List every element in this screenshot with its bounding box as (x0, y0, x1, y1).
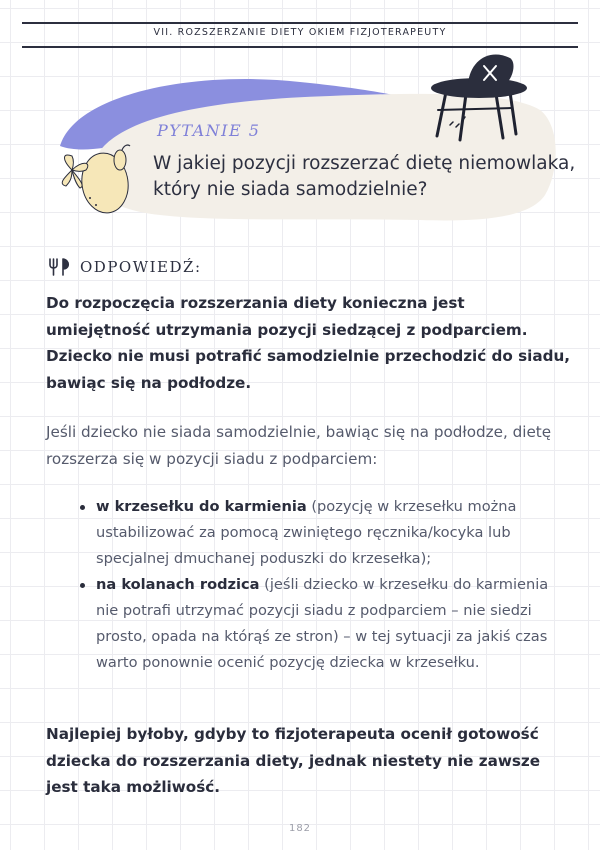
fork-icon (48, 257, 74, 277)
answer-paragraph: Jeśli dziecko nie siada samodzielnie, bawiąc się na podłodze, dietę rozszerza się w pozycji siadu z podparciem: (46, 423, 552, 468)
chapter-title: VII. ROZSZERZANIE DIETY OKIEM FIZJOTERAPEUTY (153, 27, 447, 38)
answer-intro (46, 290, 571, 396)
header-rule-top (22, 22, 578, 24)
bullet-text: (jeśli dziecko w krzesełku do karmienia nie potrafi utrzymać pozycji siadu z podparciem – nie siedzi prosto, opada na którąś ze stron) – w tej sytuacji za jakiś czas warto ponownie ocenić pozycję dziecka w krzesełku. (96, 576, 549, 671)
answer-label: ODPOWIEDŹ: (80, 258, 202, 276)
bullet-text: (pozycję w krzesełku można ustabilizować za pomocą zwiniętego ręcznika/kocyka lub specjalnej dmuchanej poduszki do krzesełka); (96, 498, 517, 567)
page-number: 182 (288, 823, 312, 834)
question-title: W jakiej pozycji rozszerzać dietę niemowlaka, który nie siada samodzielnie? (153, 153, 576, 200)
bullet-bold-text: na kolanach rodzica (96, 576, 260, 593)
header-rule-bottom (22, 46, 578, 48)
answer-intro-line2: Dziecko nie musi potrafić samodzielnie przechodzić do siadu, bawiąc się na podłodze. (46, 347, 571, 392)
answer-conclusion: Najlepiej byłoby, gdyby to fizjoterapeuta ocenił gotowość dziecka do rozszerzania diety, jednak niestety nie zawsze jest taka możliwość. (46, 725, 541, 796)
question-label: PYTANIE 5 (157, 121, 261, 140)
question-banner-illustration (0, 50, 600, 230)
answer-bullet-list (78, 494, 558, 676)
list-item (78, 494, 558, 572)
list-item (78, 572, 558, 676)
answer-intro-line1: Do rozpoczęcia rozszerzania diety konieczna jest umiejętność utrzymania pozycji siedzącej z podparciem. (46, 294, 528, 339)
answer-heading (48, 257, 202, 277)
bullet-bold-text: w krzesełku do karmienia (96, 498, 307, 515)
